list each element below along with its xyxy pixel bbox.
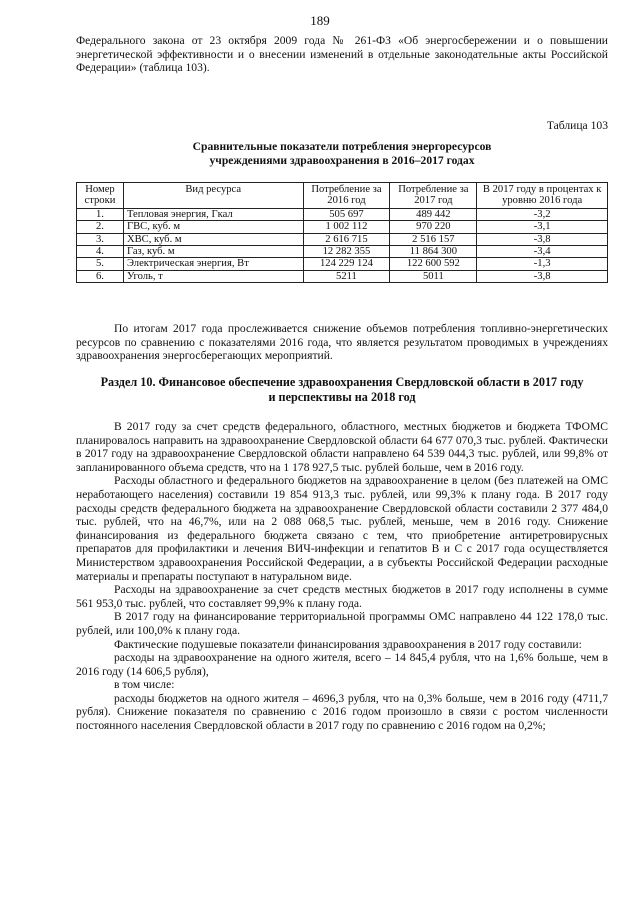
body-paragraph: В 2017 году за счет средств федерального, областного, местных бюджетов и бюджета ТФОМС планировалось направить на здравоохранение Свердловской области 64 677 070,3 тыс. рублей. Фактически в 2017 году на здравоохранение Свердловской области направлено 64 539 044,3 тыс. рублей, или 99,8% от запланированного объема средств, что на 1 178 927,5 тыс. рублей больше, чем в 2016 году. (76, 420, 608, 474)
cell-percent: -3,4 (477, 246, 608, 258)
body-paragraph: в том числе: (114, 678, 175, 692)
section-body (76, 420, 608, 733)
section-title (76, 375, 608, 405)
cell-2016: 2 616 715 (303, 233, 390, 245)
cell-resource: Уголь, т (123, 270, 303, 282)
table-row (77, 270, 608, 282)
energy-consumption-table (76, 182, 608, 283)
cell-row-number: 1. (77, 208, 124, 220)
body-paragraph: расходы бюджетов на одного жителя – 4696,3 рубля, что на 0,3% больше, чем в 2016 году (4711,7 рубля). Снижение показателя по сравнению с 2016 годом произошло в связи с ростом численности постоянного населения Свердловской области в 2017 году по сравнению с 2016 годом на 0,2%; (76, 691, 608, 733)
table-label: Таблица 103 (546, 119, 608, 132)
cell-2016: 1 002 112 (303, 221, 390, 233)
cell-row-number: 3. (77, 233, 124, 245)
body-paragraph: Расходы на здравоохранение за счет средств местных бюджетов в 2017 году исполнены в сумме 561 953,0 тыс. рублей, что составляет 99,9% к плану года. (76, 583, 608, 610)
body-paragraph: В 2017 году на финансирование территориальной программы ОМС направлено 44 122 178,0 тыс. рублей, или 100,0% к плану года. (76, 610, 608, 637)
summary-paragraph: По итогам 2017 года прослеживается снижение объемов потребления топливно-энергетических ресурсов по сравнению с показателями 2016 года, что является результатом проводимых в учреждениях здравоохранения энергосберегающих мероприятий. (76, 322, 608, 363)
cell-2017: 122 600 592 (390, 258, 477, 270)
section-title-line-2: и перспективы на 2018 год (268, 390, 416, 404)
cell-percent: -3,8 (477, 233, 608, 245)
cell-resource: ХВС, куб. м (123, 233, 303, 245)
table-row (77, 246, 608, 258)
cell-row-number: 4. (77, 246, 124, 258)
cell-2016: 12 282 355 (303, 246, 390, 258)
cell-row-number: 5. (77, 258, 124, 270)
cell-resource: ГВС, куб. м (123, 221, 303, 233)
table-row (77, 258, 608, 270)
cell-2017: 489 442 (390, 208, 477, 220)
cell-2016: 124 229 124 (303, 258, 390, 270)
header-row-number: Номер строки (77, 183, 124, 209)
table-title-line-2: учреждениями здравоохранения в 2016–2017 годах (209, 154, 475, 167)
body-paragraph: Расходы областного и федерального бюджетов на здравоохранение в целом (без платежей на ОМС неработающего населения) составили 19 854 913,3 тыс. рублей, или 99,3% к плану года. В 2017 году расходы средств федерального бюджета на здравоохранение Свердловской области составили 2 377 484,0 тыс. рублей, что на 46,7%, или на 2 088 068,5 тыс. рублей, меньше, чем в 2016 году. Снижение финансирования из федерального бюджета связано с тем, что приобретение антиретровирусных препаратов для профилактики и лечения ВИЧ-инфекции и гепатитов B и C с 2017 года осуществляется Министерством здравоохранения Российской Федерации, а в субъекты Российской Федерации расходные материалы и препараты поступают в натуральном виде. (76, 474, 608, 583)
table-title-line-1: Сравнительные показатели потребления энергоресурсов (192, 140, 492, 153)
table-header-row (77, 183, 608, 209)
cell-percent: -3,1 (477, 221, 608, 233)
table-title (76, 140, 608, 168)
cell-row-number: 2. (77, 221, 124, 233)
cell-percent: -3,2 (477, 208, 608, 220)
intro-paragraph: Федерального закона от 23 октября 2009 года № 261-ФЗ «Об энергосбережении и о повышении энергетической эффективности и о внесении изменений в отдельные законодательные акты Российской Федерации» (таблица 103). (76, 34, 608, 75)
page-number: 189 (310, 13, 330, 28)
table-row (77, 208, 608, 220)
cell-percent: -3,8 (477, 270, 608, 282)
cell-2016: 505 697 (303, 208, 390, 220)
cell-2017: 2 516 157 (390, 233, 477, 245)
table-row (77, 221, 608, 233)
header-percent: В 2017 году в процентах к уровню 2016 года (477, 183, 608, 209)
body-paragraph: расходы на здравоохранение на одного жителя, всего – 14 845,4 рубля, что на 1,6% больше, чем в 2016 году (14 606,5 рубля), (76, 651, 608, 678)
cell-resource: Тепловая энергия, Гкал (123, 208, 303, 220)
body-paragraph: Фактические подушевые показатели финансирования здравоохранения в 2017 году составили: (114, 637, 582, 651)
section-title-line-1: Раздел 10. Финансовое обеспечение здравоохранения Свердловской области в 2017 году (100, 375, 584, 389)
cell-resource: Электрическая энергия, Вт (123, 258, 303, 270)
cell-row-number: 6. (77, 270, 124, 282)
cell-2017: 970 220 (390, 221, 477, 233)
table-row (77, 233, 608, 245)
header-2016: Потребление за 2016 год (303, 183, 390, 209)
cell-2017: 11 864 300 (390, 246, 477, 258)
cell-2017: 5011 (390, 270, 477, 282)
header-2017: Потребление за 2017 год (390, 183, 477, 209)
cell-resource: Газ, куб. м (123, 246, 303, 258)
cell-2016: 5211 (303, 270, 390, 282)
cell-percent: -1,3 (477, 258, 608, 270)
header-resource: Вид ресурса (123, 183, 303, 209)
